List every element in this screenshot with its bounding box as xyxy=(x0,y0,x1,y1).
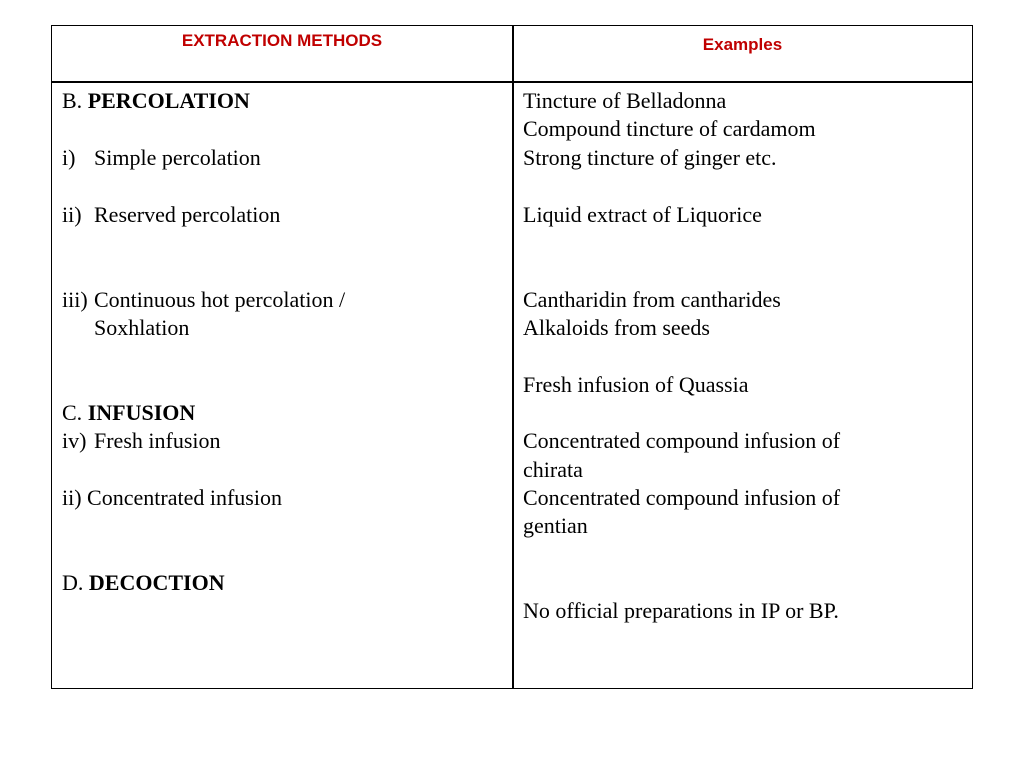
header-divider xyxy=(52,81,972,83)
item-number: ii) xyxy=(62,202,82,227)
extraction-methods-table xyxy=(51,25,973,689)
item-number: i) xyxy=(62,145,76,170)
example-line: Alkaloids from seeds xyxy=(523,315,710,340)
method-item: Fresh infusion xyxy=(94,428,221,453)
header-examples: Examples xyxy=(702,35,783,54)
section-title: DECOCTION xyxy=(88,570,225,595)
section-prefix: C. xyxy=(62,400,83,425)
section-prefix: D. xyxy=(62,570,84,595)
section-title: PERCOLATION xyxy=(87,88,250,113)
example-line: gentian xyxy=(523,513,588,538)
example-line: Fresh infusion of Quassia xyxy=(523,372,749,397)
method-item: Reserved percolation xyxy=(94,202,281,227)
header-extraction-methods: EXTRACTION METHODS xyxy=(181,31,383,50)
example-line: Cantharidin from cantharides xyxy=(523,287,781,312)
method-item: Simple percolation xyxy=(94,145,261,170)
item-number: iv) xyxy=(62,428,87,453)
item-number: iii) xyxy=(62,287,88,312)
example-line: Compound tincture of cardamom xyxy=(523,116,816,141)
example-line: Tincture of Belladonna xyxy=(523,88,727,113)
section-prefix: B. xyxy=(62,88,83,113)
method-item: ii) Concentrated infusion xyxy=(62,485,282,510)
example-line: Liquid extract of Liquorice xyxy=(523,202,762,227)
section-decoction xyxy=(62,569,225,597)
method-item-continuation: Soxhlation xyxy=(94,315,190,340)
method-item: Continuous hot percolation / xyxy=(94,287,346,312)
example-line: No official preparations in IP or BP. xyxy=(523,598,839,623)
section-percolation xyxy=(62,87,250,115)
column-divider xyxy=(512,26,514,688)
section-title: INFUSION xyxy=(87,400,196,425)
example-line: Strong tincture of ginger etc. xyxy=(523,145,777,170)
example-line: Concentrated compound infusion of xyxy=(523,428,841,453)
example-line: chirata xyxy=(523,457,583,482)
example-line: Concentrated compound infusion of xyxy=(523,485,841,510)
section-infusion xyxy=(62,399,195,427)
